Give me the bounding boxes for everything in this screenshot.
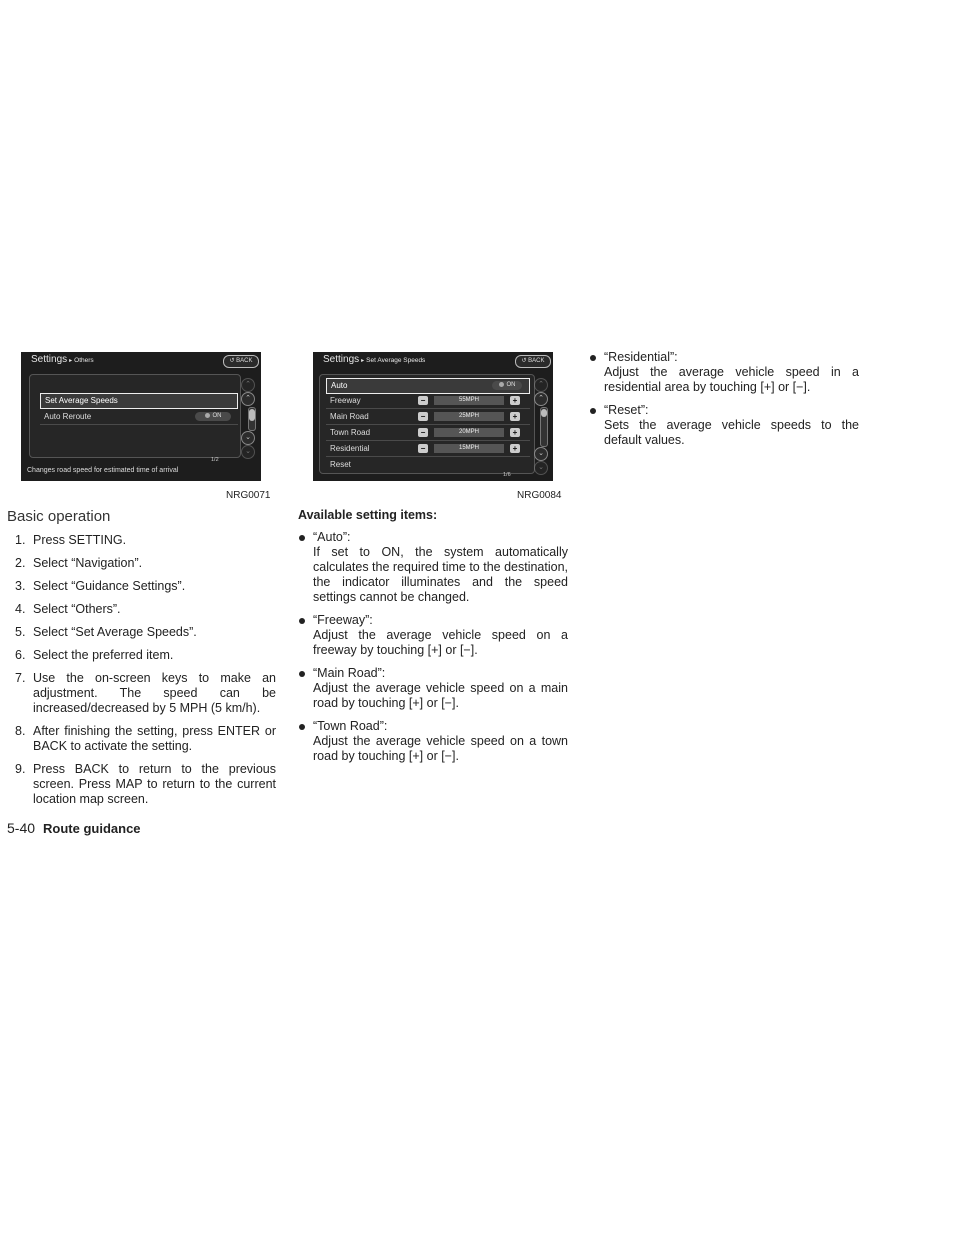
scrollbar-thumb[interactable] <box>249 409 255 421</box>
scrollbar-thumb[interactable] <box>541 409 547 417</box>
decrease-button[interactable]: − <box>418 428 428 437</box>
increase-button[interactable]: + <box>510 428 520 437</box>
speed-row-main-road: Main Road − 25MPH + <box>326 410 530 425</box>
section-name: Route guidance <box>43 821 141 836</box>
scroll-up-icon[interactable]: ⌃ <box>241 392 255 406</box>
scroll-bottom-icon[interactable]: ⌄ <box>534 461 548 475</box>
scroll-top-icon[interactable]: ⌃ <box>241 378 255 392</box>
indicator-icon <box>499 382 504 387</box>
scroll-top-icon[interactable]: ⌃ <box>534 378 548 392</box>
screen-header <box>21 352 261 370</box>
bullet-icon <box>590 408 596 414</box>
scrollbar[interactable] <box>248 407 256 431</box>
decrease-button[interactable]: − <box>418 396 428 405</box>
list-item: “Residential”: Adjust the average vehicle speed in a residential area by touching [+] or [−]. <box>589 350 859 395</box>
available-items-list <box>298 530 568 764</box>
back-button[interactable]: ↺ BACK <box>223 355 259 368</box>
list-item: 1. Press SETTING. <box>15 533 127 547</box>
list-item: 5. Select “Set Average Speeds”. <box>15 625 197 639</box>
scrollbar[interactable] <box>540 407 548 447</box>
list-item: 2. Select “Navigation”. <box>15 556 143 570</box>
available-items-heading: Available setting items: <box>298 508 438 522</box>
screenshot-others-settings <box>21 352 261 481</box>
increase-button[interactable]: + <box>510 412 520 421</box>
auto-toggle[interactable]: ON <box>492 381 522 390</box>
page-footer <box>7 820 141 836</box>
list-item: 9. Press BACK to return to the previous screen. Press MAP to return to the current location map screen. <box>15 762 276 806</box>
increase-button[interactable]: + <box>510 396 520 405</box>
decrease-button[interactable]: − <box>418 444 428 453</box>
list-item: “Main Road”: Adjust the average vehicle speed on a main road by touching [+] or [−]. <box>298 666 568 711</box>
figure-id: NRG0084 <box>517 490 562 501</box>
screenshot-set-average-speeds <box>313 352 553 481</box>
screen-title: Settings ▸ Set Average Speeds <box>323 354 426 365</box>
increase-button[interactable]: + <box>510 444 520 453</box>
menu-item-reset[interactable]: Reset <box>330 460 351 469</box>
speed-value: 20MPH <box>434 428 504 437</box>
steps-list <box>7 533 276 807</box>
list-item: 6. Select the preferred item. <box>15 648 174 662</box>
menu-item-auto[interactable]: Auto ON <box>326 378 530 394</box>
status-line: Changes road speed for estimated time of arrival <box>27 467 179 474</box>
speed-row-residential: Residential − 15MPH + <box>326 442 530 457</box>
speed-row-town-road: Town Road − 20MPH + <box>326 426 530 441</box>
list-item: “Freeway”: Adjust the average vehicle speed on a freeway by touching [+] or [−]. <box>298 613 568 658</box>
bullet-icon <box>299 671 305 677</box>
list-item: 7. Use the on-screen keys to make an adjustment. The speed can be increased/decreased by 5 MPH (5 km/h). <box>15 671 276 715</box>
page-number: 5-40 <box>7 820 36 836</box>
menu-item-auto-reroute[interactable]: Auto Reroute ON <box>40 410 238 425</box>
list-item: 4. Select “Others”. <box>15 602 121 616</box>
indicator-icon <box>205 413 210 418</box>
list-item: “Reset”: Sets the average vehicle speeds to the default values. <box>589 403 859 448</box>
available-items-list-continued <box>589 350 859 448</box>
menu-panel <box>29 374 241 458</box>
back-button[interactable]: ↺ BACK <box>515 355 551 368</box>
scroll-down-icon[interactable]: ⌄ <box>534 447 548 461</box>
speed-value: 55MPH <box>434 396 504 405</box>
figure-id: NRG0071 <box>226 490 271 501</box>
page-indicator: 1/2 <box>211 457 219 463</box>
screen-header <box>313 352 553 370</box>
scroll-up-icon[interactable]: ⌃ <box>534 392 548 406</box>
list-item: “Town Road”: Adjust the average vehicle speed on a town road by touching [+] or [−]. <box>298 719 568 764</box>
section-heading: Basic operation <box>7 508 111 525</box>
speed-value: 25MPH <box>434 412 504 421</box>
page-indicator: 1/6 <box>503 472 511 478</box>
list-item: “Auto”: If set to ON, the system automatically calculates the required time to the destination, the indicator illuminates and the speed settings cannot be changed. <box>298 530 568 605</box>
scroll-bottom-icon[interactable]: ⌄ <box>241 445 255 459</box>
menu-item-set-average-speeds[interactable]: Set Average Speeds <box>40 393 238 409</box>
decrease-button[interactable]: − <box>418 412 428 421</box>
speed-row-freeway: Freeway − 55MPH + <box>326 394 530 409</box>
bullet-icon <box>299 535 305 541</box>
screen-title: Settings ▸ Others <box>31 354 94 365</box>
bullet-icon <box>299 724 305 730</box>
list-item: 3. Select “Guidance Settings”. <box>15 579 186 593</box>
scroll-down-icon[interactable]: ⌄ <box>241 431 255 445</box>
settings-panel <box>319 374 535 474</box>
speed-value: 15MPH <box>434 444 504 453</box>
bullet-icon <box>299 618 305 624</box>
bullet-icon <box>590 355 596 361</box>
list-item: 8. After finishing the setting, press ENTER or BACK to activate the setting. <box>15 724 276 753</box>
auto-reroute-toggle[interactable]: ON <box>195 412 231 421</box>
